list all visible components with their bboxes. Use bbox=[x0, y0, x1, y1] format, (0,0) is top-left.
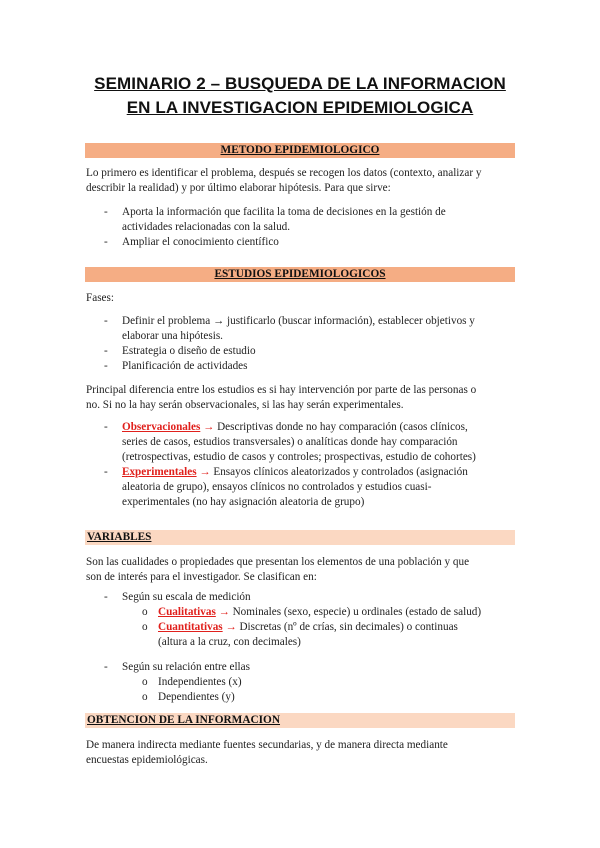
difference-line-1: Principal diferencia entre los estudios es si hay intervención por parte de las personas o bbox=[86, 384, 477, 396]
variables-bullet-1: Según su escala de medición bbox=[122, 591, 251, 603]
arrow-right-icon: → bbox=[199, 466, 211, 478]
estudios-difference bbox=[86, 383, 516, 413]
arrow-right-icon: → bbox=[225, 621, 237, 633]
cualitativas-text: Nominales (sexo, especie) u ordinales (estado de salud) bbox=[229, 606, 482, 618]
arrow-right-icon: → bbox=[203, 421, 215, 433]
cualitativas-label: Cualitativas bbox=[158, 606, 216, 618]
fase-3: Planificación de actividades bbox=[122, 360, 248, 372]
cualitativas-line bbox=[158, 605, 516, 620]
section-heading-metodo: METODO EPIDEMIOLOGICO bbox=[85, 143, 515, 158]
cuantitativas-line-2: (altura a la cruz, con decimales) bbox=[158, 636, 301, 648]
variables-intro-line-1: Son las cualidades o propiedades que presentan los elementos de una población y que bbox=[86, 556, 470, 568]
fase-1-line-2: elaborar una hipótesis. bbox=[122, 330, 223, 342]
dash-bullet: - bbox=[104, 236, 108, 248]
section-heading-estudios: ESTUDIOS EPIDEMIOLOGICOS bbox=[85, 267, 515, 282]
experimentales-line-1 bbox=[122, 465, 516, 480]
observacionales-label: Observacionales bbox=[122, 421, 201, 433]
dash-bullet: - bbox=[104, 345, 108, 357]
title-line-2: EN LA INVESTIGACION EPIDEMIOLOGICA bbox=[126, 98, 474, 117]
variables-intro-line-2: son de interés para el investigador. Se clasifican en: bbox=[86, 571, 317, 583]
section-heading-variables: VARIABLES bbox=[85, 530, 515, 545]
independientes-text: Independientes (x) bbox=[158, 676, 242, 688]
obtencion-line-1: De manera indirecta mediante fuentes secundarias, y de manera directa mediante bbox=[86, 739, 448, 751]
obtencion-line-2: encuestas epidemiológicas. bbox=[86, 754, 208, 766]
fases-label bbox=[86, 291, 516, 306]
cuantitativas-text: Discretas (nº de crías, sin decimales) o continuas bbox=[236, 621, 458, 633]
experimentales-line-3: experimentales (no hay asignación aleatoria de grupo) bbox=[122, 496, 365, 508]
dash-bullet: - bbox=[104, 206, 108, 218]
variables-intro bbox=[86, 555, 516, 585]
dash-bullet: - bbox=[104, 466, 108, 478]
dash-bullet: - bbox=[104, 591, 108, 603]
metodo-intro-line-1: Lo primero es identificar el problema, después se recogen los datos (contexto, analizar y bbox=[86, 167, 482, 179]
metodo-bullet-2: Ampliar el conocimiento científico bbox=[122, 236, 279, 248]
fase-1-line-1: Definir el problema → justificarlo (buscar información), establecer objetivos y bbox=[122, 315, 475, 327]
circle-bullet-icon: o bbox=[142, 621, 148, 633]
variables-bullet-2: Según su relación entre ellas bbox=[122, 661, 250, 673]
circle-bullet-icon: o bbox=[142, 691, 148, 703]
circle-bullet-icon: o bbox=[142, 606, 148, 618]
cuantitativas-label: Cuantitativas bbox=[158, 621, 223, 633]
circle-bullet-icon: o bbox=[142, 676, 148, 688]
metodo-bullet-1-line-2: actividades relacionadas con la salud. bbox=[122, 221, 291, 233]
title-line-1: SEMINARIO 2 – BUSQUEDA DE LA INFORMACION bbox=[94, 74, 506, 93]
dash-bullet: - bbox=[104, 315, 108, 327]
metodo-intro bbox=[86, 166, 516, 196]
obtencion-text bbox=[86, 738, 516, 768]
dash-bullet: - bbox=[104, 421, 108, 433]
experimentales-text: Ensayos clínicos aleatorizados y controlados (asignación bbox=[210, 466, 468, 478]
dependientes-text: Dependientes (y) bbox=[158, 691, 235, 703]
difference-line-2: no. Si no la hay serán observacionales, si las hay serán experimentales. bbox=[86, 399, 404, 411]
arrow-right-icon: → bbox=[218, 606, 230, 618]
fases-text: Fases: bbox=[86, 292, 114, 304]
experimentales-line-2: aleatoria de grupo), ensayos clínicos no controlados y estudios cuasi- bbox=[122, 481, 432, 493]
section-heading-obtencion: OBTENCION DE LA INFORMACION bbox=[85, 713, 515, 728]
observacionales-line-1 bbox=[122, 420, 516, 435]
fase-2: Estrategia o diseño de estudio bbox=[122, 345, 256, 357]
metodo-intro-line-2: describir la realidad) y por último elaborar hipótesis. Para que sirve: bbox=[86, 182, 391, 194]
dash-bullet: - bbox=[104, 360, 108, 372]
cuantitativas-line-1 bbox=[158, 620, 516, 635]
experimentales-label: Experimentales bbox=[122, 466, 197, 478]
metodo-bullet-1-line-1: Aporta la información que facilita la toma de decisiones en la gestión de bbox=[122, 206, 446, 218]
observacionales-line-3: (retrospectivas, estudio de casos y controles; prospectivas, estudio de cohortes) bbox=[122, 451, 476, 463]
dash-bullet: - bbox=[104, 661, 108, 673]
observacionales-text: Descriptivas donde no hay comparación (casos clínicos, bbox=[214, 421, 468, 433]
page-title bbox=[60, 72, 540, 120]
observacionales-line-2: series de casos, estudios transversales) o analíticas donde hay comparación bbox=[122, 436, 458, 448]
